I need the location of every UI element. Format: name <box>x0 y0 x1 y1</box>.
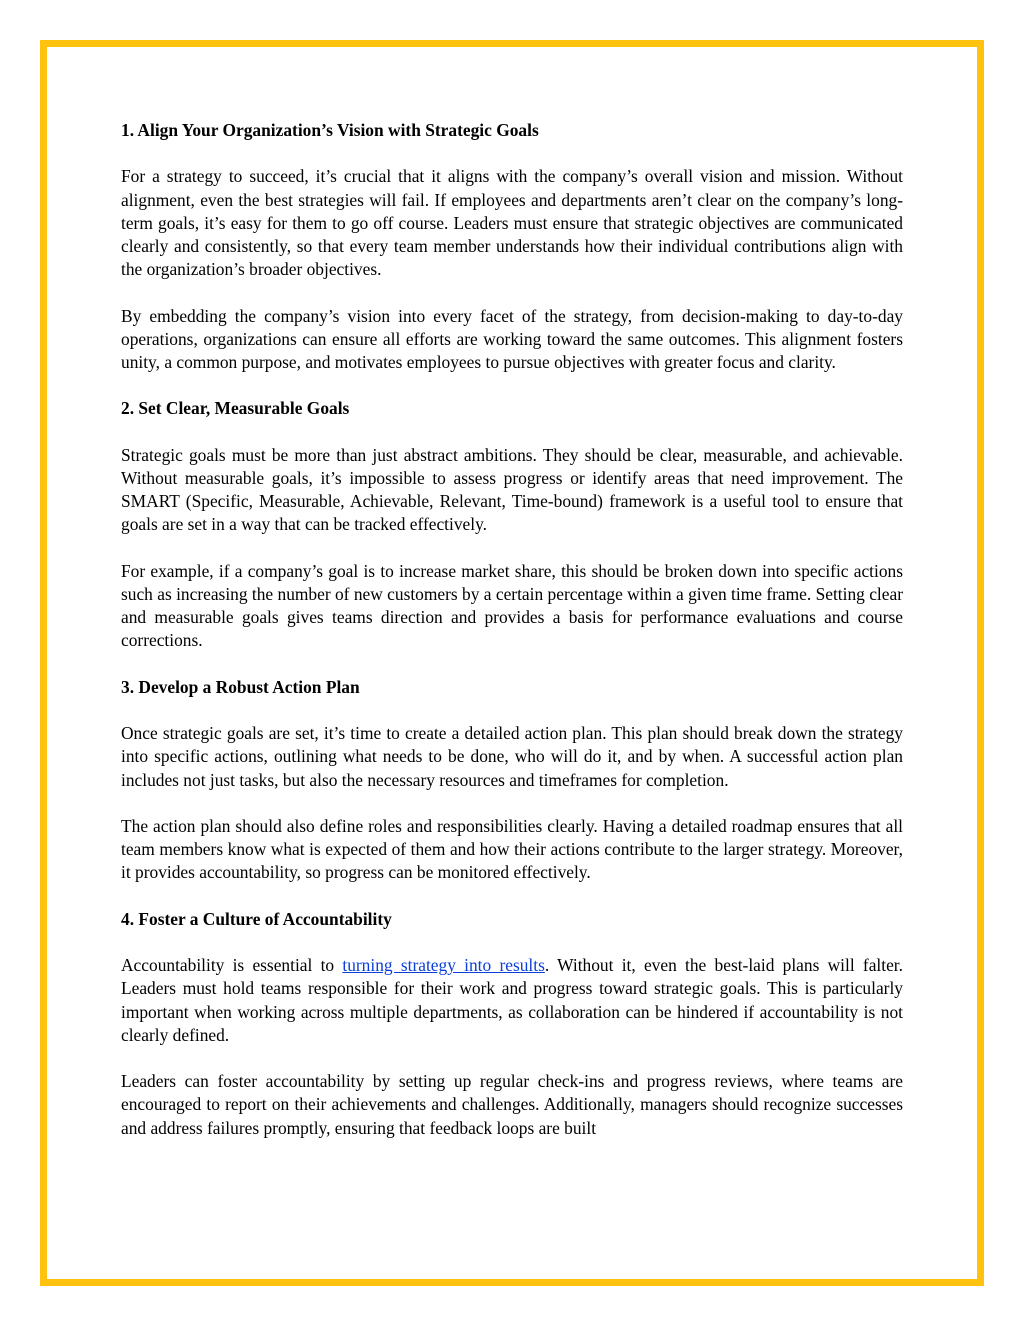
document-body <box>121 119 903 1163</box>
paragraph <box>121 954 903 1047</box>
paragraph-text: . Without it, even the best-laid plans will falter. Leaders must hold teams responsible for their work and progress toward strategic goals. This is particularly important when working across multiple departments, as collaboration can be hindered if accountability is not clearly defined. <box>121 955 903 1045</box>
paragraph: For example, if a company’s goal is to increase market share, this should be broken down into specific actions such as increasing the number of new customers by a certain percentage within a given time frame. Setting clear and measurable goals gives teams direction and provides a basis for performance evaluations and course corrections. <box>121 560 903 651</box>
section-measurable-goals <box>121 397 903 652</box>
section-accountability <box>121 908 903 1140</box>
section-heading: 1. Align Your Organization’s Vision with Strategic Goals <box>121 120 539 140</box>
section-action-plan <box>121 676 903 885</box>
paragraph: For a strategy to succeed, it’s crucial that it aligns with the company’s overall vision and mission. Without alignment, even the best strategies will fail. If employees and departments aren’t clear on the company’s long-term goals, it’s easy for them to go off course. Leaders must ensure that strategic objectives are communicated clearly and consistently, so that every team member understands how their individual contributions align with the organization’s broader objectives. <box>121 166 903 280</box>
section-heading: 4. Foster a Culture of Accountability <box>121 908 392 929</box>
section-align-vision <box>121 119 903 374</box>
paragraph: Strategic goals must be more than just abstract ambitions. They should be clear, measurable, and achievable. Without measurable goals, it’s impossible to assess progress or identify areas that need improvement. The SMART (Specific, Measurable, Achievable, Relevant, Time-bound) framework is a useful tool to ensure that goals are set in a way that can be tracked effectively. <box>121 444 903 535</box>
strategy-results-link[interactable]: turning strategy into results <box>342 955 545 976</box>
paragraph: Once strategic goals are set, it’s time to create a detailed action plan. This plan should break down the strategy into specific actions, outlining what needs to be done, who will do it, and by when. A successful action plan includes not just tasks, but also the necessary resources and timeframes for completion. <box>121 723 903 790</box>
paragraph: By embedding the company’s vision into every facet of the strategy, from decision-making to day-to-day operations, organizations can ensure all efforts are working toward the same outcomes. This alignment fosters unity, a common purpose, and motivates employees to pursue objectives with greater focus and clarity. <box>121 305 903 372</box>
section-heading: 3. Develop a Robust Action Plan <box>121 676 360 697</box>
section-heading: 2. Set Clear, Measurable Goals <box>121 398 350 419</box>
paragraph: Leaders can foster accountability by setting up regular check-ins and progress reviews, where teams are encouraged to report on their achievements and challenges. Additionally, managers should recognize successes and address failures promptly, ensuring that feedback loops are built <box>121 1071 903 1138</box>
paragraph: The action plan should also define roles and responsibilities clearly. Having a detailed roadmap ensures that all team members know what is expected of them and how their actions contribute to the larger strategy. Moreover, it provides accountability, so progress can be monitored effectively. <box>121 815 903 883</box>
paragraph-text: Accountability is essential to <box>121 955 343 976</box>
